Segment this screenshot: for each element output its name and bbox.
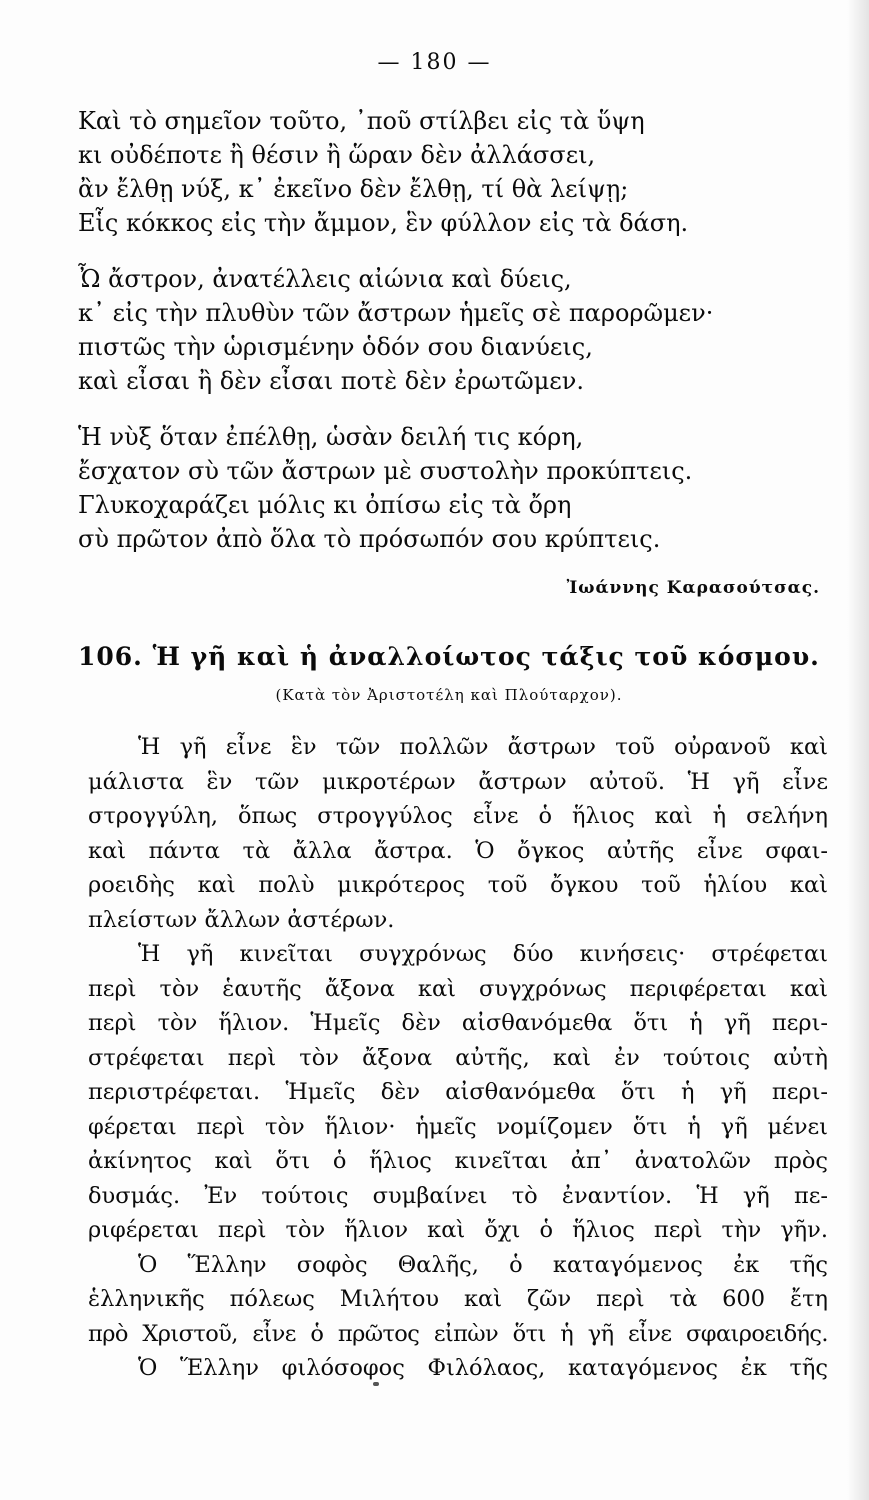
- poem-line: Ἡ νὺξ ὅταν ἐπέλθῃ, ὡσὰν δειλή τις κόρη,: [78, 423, 584, 451]
- poem-stanza-1: [78, 104, 838, 240]
- prose-line: ἑλληνικῆς πόλεως Μιλήτου καὶ ζῶν περὶ τὰ 600 ἔτη: [88, 1286, 828, 1312]
- poem-line: Ὦ ἄστρον, ἀνατέλλεις αἰώνια καὶ δύεις,: [78, 265, 572, 293]
- page-edge-shadow: [847, 0, 869, 1500]
- prose-line: Ὁ Ἕλλην φιλόσοφος Φιλόλαος, καταγόμενος ἐκ τῆς: [138, 1355, 828, 1381]
- prose-line: πρὸ Χριστοῦ, εἶνε ὁ πρῶτος εἰπὼν ὅτι ἡ γῆ εἶνε σφαιροειδής.: [88, 1320, 828, 1347]
- poem-author: Ἰωάννης Καρασούτσας.: [566, 578, 820, 598]
- poem-line: σὺ πρῶτον ἀπὸ ὅλα τὸ πρόσωπόν σου κρύπτεις.: [78, 525, 661, 553]
- poem-line: Γλυκοχαράζει μόλις κι ὀπίσω εἰς τὰ ὄρη: [78, 491, 572, 519]
- section-title: 106. Ἡ γῆ καὶ ἡ ἀναλλοίωτος τάξις τοῦ κόσμου.: [78, 642, 820, 671]
- prose-line: καὶ πάντα τὰ ἄλλα ἄστρα. Ὁ ὄγκος αὐτῆς εἶνε σφαι-: [88, 837, 828, 864]
- poem-line: πιστῶς τὴν ὡρισμένην ὁδόν σου διανύεις,: [78, 333, 593, 361]
- prose-line: στρογγύλη, ὅπως στρογγύλος εἶνε ὁ ἥλιος καὶ ἡ σελήνη: [88, 803, 828, 829]
- poem-stanza-2: [78, 262, 838, 398]
- page-number: — 180 —: [377, 50, 492, 75]
- prose-line: ροειδὴς καὶ πολὺ μικρότερος τοῦ ὄγκου τοῦ ἡλίου καὶ: [88, 872, 828, 898]
- prose-line: Ὁ Ἕλλην σοφὸς Θαλῆς, ὁ καταγόμενος ἐκ τῆς: [138, 1251, 828, 1278]
- prose-line: μάλιστα ἓν τῶν μικροτέρων ἄστρων αὐτοῦ. Ἡ γῆ εἶνε: [88, 768, 828, 795]
- poem-stanza-3: [78, 420, 838, 556]
- poem: [78, 104, 838, 578]
- prose-line: περὶ τὸν ἑαυτῆς ἄξονα καὶ συγχρόνως περιφέρεται καὶ: [88, 975, 828, 1002]
- poem-line: κι οὐδέποτε ἢ θέσιν ἢ ὥραν δὲν ἀλλάσσει,: [78, 141, 596, 169]
- prose-line: πλείστων ἄλλων ἀστέρων.: [88, 906, 395, 933]
- prose-line: φέρεται περὶ τὸν ἥλιον· ἡμεῖς νομίζομεν ὅτι ἡ γῆ μένει: [88, 1113, 828, 1140]
- prose-line: δυσμάς. Ἐν τούτοις συμβαίνει τὸ ἐναντίον. Ἡ γῆ πε-: [88, 1182, 828, 1209]
- prose-line: περιστρέφεται. Ἡμεῖς δὲν αἰσθανόμεθα ὅτι ἡ γῆ περι-: [88, 1079, 828, 1105]
- prose-line: Ἡ γῆ εἶνε ἓν τῶν πολλῶν ἄστρων τοῦ οὐρανοῦ καὶ: [138, 734, 828, 760]
- ink-spot: [373, 1382, 379, 1386]
- prose-line: περὶ τὸν ἥλιον. Ἡμεῖς δὲν αἰσθανόμεθα ὅτι ἡ γῆ περι-: [88, 1010, 828, 1036]
- prose-body: [88, 730, 828, 1386]
- poem-line: ἔσχατον σὺ τῶν ἄστρων μὲ συστολὴν προκύπτεις.: [78, 457, 693, 485]
- poem-line: κ᾽ εἰς τὴν πλυθὺν τῶν ἄστρων ἡμεῖς σὲ παρορῶμεν·: [78, 299, 714, 327]
- poem-line: καὶ εἶσαι ἢ δὲν εἶσαι ποτὲ δὲν ἐρωτῶμεν.: [78, 367, 584, 395]
- poem-line: ἂν ἔλθῃ νύξ, κ᾽ ἐκεῖνο δὲν ἔλθῃ, τί θὰ λείψῃ;: [78, 175, 629, 203]
- poem-line: Καὶ τὸ σημεῖον τοῦτο, ᾽ποῦ στίλβει εἰς τὰ ὕψη: [78, 107, 645, 135]
- prose-line: Ἡ γῆ κινεῖται συγχρόνως δύο κινήσεις· στρέφεται: [138, 941, 828, 967]
- prose-line: ριφέρεται περὶ τὸν ἥλιον καὶ ὄχι ὁ ἥλιος περὶ τὴν γῆν.: [88, 1217, 828, 1243]
- prose-line: ἀκίνητος καὶ ὅτι ὁ ἥλιος κινεῖται ἀπ᾽ ἀνατολῶν πρὸς: [88, 1148, 828, 1174]
- poem-line: Εἷς κόκκος εἰς τὴν ἄμμον, ἓν φύλλον εἰς τὰ δάση.: [78, 209, 689, 237]
- section-subtitle: (Κατὰ τὸν Ἀριστοτέλη καὶ Πλούταρχον).: [275, 686, 623, 704]
- prose-line: στρέφεται περὶ τὸν ἄξονα αὐτῆς, καὶ ἐν τούτοις αὐτὴ: [88, 1044, 828, 1071]
